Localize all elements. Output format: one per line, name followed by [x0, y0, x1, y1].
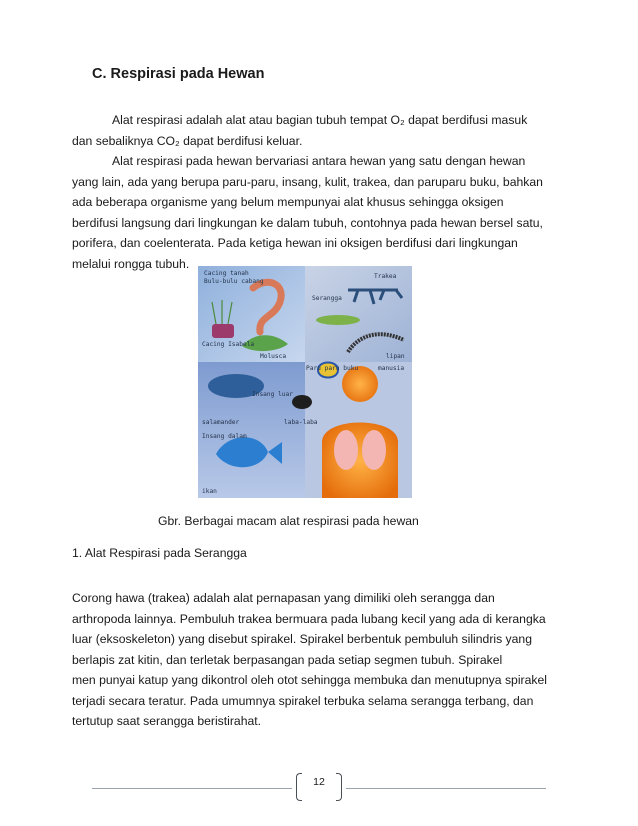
body-line: tertutup saat serangga beristirahat.: [72, 714, 262, 728]
body-line: luar (eksoskeleton) yang disebut spirakel. Spirakel berbentuk pembuluh silindris yang: [72, 632, 532, 646]
label-ikan: ikan: [202, 488, 217, 495]
label-paru-paru-buku: Paru paru buku: [306, 365, 359, 372]
intro-paragraph: [72, 110, 572, 274]
label-manusia: manusia: [378, 365, 405, 372]
grasshopper-icon: [316, 315, 360, 325]
body-line: berlapis zat kitin, dan terletak berpasangan pada setiap segmen tubuh. Spirakel: [72, 652, 503, 667]
label-laba-laba: laba-laba: [284, 419, 318, 426]
intro-line: porifera, dan coelenterata. Pada ketiga hewan ini oksigen berdifusi dari lingkungan: [72, 236, 518, 250]
label-trakea: Trakea: [374, 273, 397, 280]
intro-line: ada beberapa organisme yang belum mempunyai alat khusus sehingga oksigen: [72, 195, 504, 209]
intro-line: dan sebaliknya CO₂ dapat berdifusi keluar.: [72, 133, 303, 148]
section-heading: C. Respirasi pada Hewan: [92, 66, 265, 82]
body-paragraph: [72, 588, 572, 732]
label-molusca: Molusca: [260, 353, 287, 360]
intro-line: melalui rongga tubuh.: [72, 256, 190, 271]
intro-line: Alat respirasi pada hewan bervariasi antara hewan yang satu dengan hewan: [112, 154, 526, 168]
body-line: Corong hawa (trakea) adalah alat pernapasan yang dimiliki oleh serangga dan: [72, 591, 495, 605]
respiration-figure: [198, 266, 412, 498]
spider-icon: [292, 395, 312, 409]
label-cacing-isabela: Cacing Isabela: [202, 341, 255, 348]
body-line: men punyai katup yang dikontrol oleh otot sehingga membuka dan menutupnya spirakel: [72, 673, 547, 687]
footer-rule-left: [92, 788, 292, 789]
body-line: arthropoda lainnya. Pembuluh trakea bermuara pada lubang kecil yang ada di kerangka: [72, 611, 546, 626]
label-insang-dalam: Insang dalam: [202, 433, 247, 440]
page-number: 12: [313, 776, 325, 788]
figure-illustration: [198, 266, 412, 498]
intro-line: yang lain, ada yang berupa paru-paru, insang, kulit, trakea, dan paruparu buku, bahkan: [72, 174, 543, 189]
label-salamander: salamander: [202, 419, 240, 426]
label-lipan: lipan: [386, 353, 405, 360]
subsection-heading: 1. Alat Respirasi pada Serangga: [72, 546, 247, 560]
footer-rule-right: [346, 788, 546, 789]
body-line: terjadi secara teratur. Pada umumnya spirakel terbuka selama serangga terbang, dan: [72, 693, 534, 708]
intro-line: berdifusi langsung dari lingkungan ke dalam tubuh, contohnya pada hewan bersel satu,: [72, 215, 543, 230]
label-bulu-bulu: Bulu-bulu cabang: [204, 278, 264, 285]
figure-caption: Gbr. Berbagai macam alat respirasi pada hewan: [158, 514, 419, 528]
panel-insects: [305, 266, 412, 362]
label-insang-luar: Insang luar: [252, 391, 293, 398]
intro-line: Alat respirasi adalah alat atau bagian tubuh tempat O₂ dapat berdifusi masuk: [112, 113, 528, 127]
label-cacing-tanah: Cacing tanah: [204, 270, 249, 277]
label-serangga: Serangga: [312, 295, 342, 302]
